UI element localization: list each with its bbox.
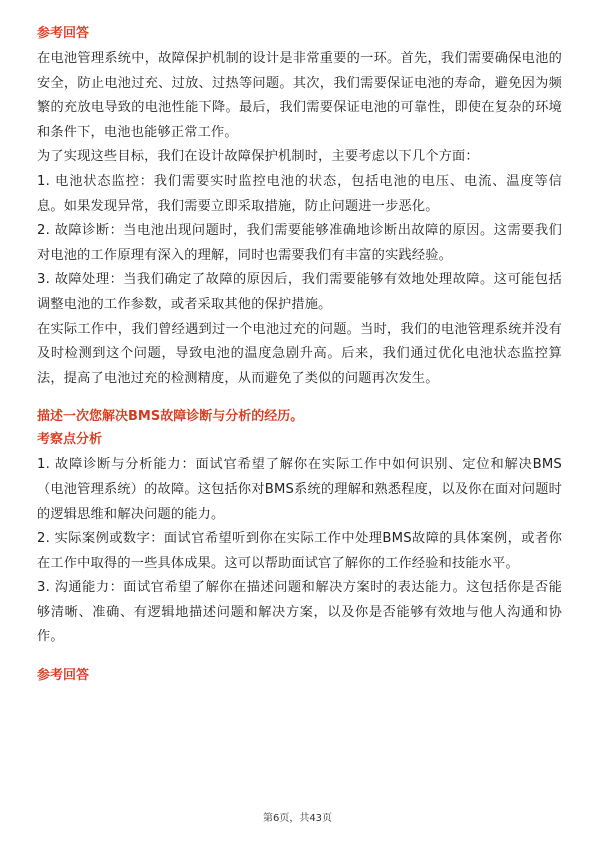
page-content (37, 24, 562, 689)
analysis-heading: 考察点分析 (37, 432, 103, 448)
question-heading: 描述一次您解决BMS故障诊断与分析的经历。 (37, 409, 304, 425)
reference-answer-heading: 参考回答 (37, 668, 90, 684)
section-spacer (37, 391, 562, 407)
section-spacer (37, 650, 562, 666)
answer-paragraph: 在实际工作中，我们曾经遇到过一个电池过充的问题。当时，我们的电池管理系统并没有及时检测到这个问题，导致电池的温度急剧升高。后来，我们通过优化电池状态监控算法，提高了电池过充的检测精度，从而避免了类似的问题再次发生。 (37, 321, 562, 386)
page-number: 第6页，共43页 (262, 813, 333, 824)
answer-list-item: 3. 故障处理：当我们确定了故障的原因后，我们需要能够有效地处理故障。这可能包括调整电池的工作参数，或者采取其他的保护措施。 (37, 272, 562, 312)
answer-list-item: 1. 电池状态监控：我们需要实时监控电池的状态，包括电池的电压、电流、温度等信息。如果发现异常，我们需要立即采取措施，防止问题进一步恶化。 (37, 173, 562, 214)
analysis-list-item: 3. 沟通能力：面试官希望了解你在描述问题和解决方案时的表达能力。这包括你是否能够清晰、准确、有逻辑地描述问题和解决方案，以及你是否能够有效地与他人沟通和协作。 (37, 580, 562, 645)
analysis-list-item: 2. 实际案例或数字：面试官希望听到你在实际工作中处理BMS故障的具体案例，或者你在工作中取得的一些具体成果。这可以帮助面试官了解你的工作经验和技能水平。 (37, 531, 562, 571)
reference-answer-heading: 参考回答 (37, 26, 90, 41)
answer-paragraph: 为了实现这些目标，我们在设计故障保护机制时，主要考虑以下几个方面： (37, 149, 479, 165)
answer-list-item: 2. 故障诊断：当电池出现问题时，我们需要能够准确地诊断出故障的原因。这需要我们对电池的工作原理有深入的理解，同时也需要我们有丰富的实践经验。 (37, 223, 562, 263)
answer-paragraph: 在电池管理系统中，故障保护机制的设计是非常重要的一环。首先，我们需要确保电池的安全，防止电池过充、过放、过热等问题。其次，我们需要保证电池的寿命，避免因为频繁的充放电导致的电池性能下降。最后，我们需要保证电池的可靠性，即使在复杂的环境和条件下，电池也能够正常工作。 (37, 51, 562, 140)
analysis-list-item: 1. 故障诊断与分析能力：面试官希望了解你在实际工作中如何识别、定位和解决BMS（电池管理系统）的故障。这包括你对BMS系统的理解和熟悉程度，以及你在面对问题时的逻辑思维和解决问题的能力。 (37, 457, 562, 522)
